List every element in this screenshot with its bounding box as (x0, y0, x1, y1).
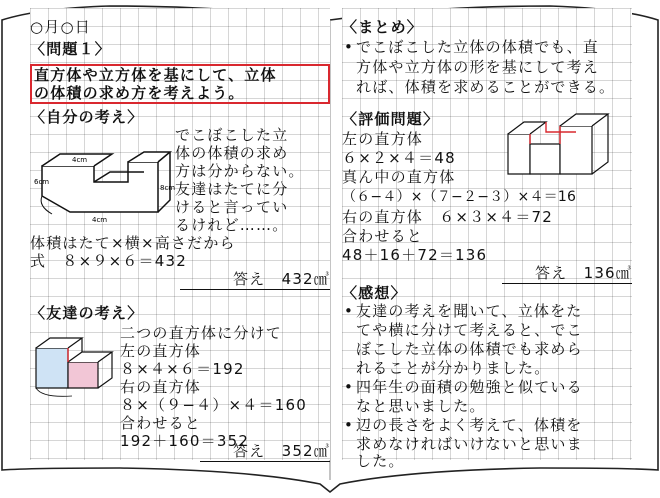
solid-diagram-3 (502, 104, 622, 186)
jibun-text-5: けると言ってい (175, 198, 289, 216)
matome-line-2: 方体や立方体の形を基にして考え (356, 58, 600, 76)
dim-top-label: 4cm (72, 156, 88, 164)
dim-left-label: 6cm (34, 178, 50, 186)
tomodachi-text-6: 合わせると (120, 414, 202, 432)
jibun-text-2: 体の体積の求め (175, 144, 289, 162)
kanso-item-2-line-2: なと思いました。 (356, 397, 486, 415)
bullet: • (343, 416, 355, 434)
solid-diagram-1 (32, 126, 176, 224)
jibun-calc-2: 式 ８×９×６＝432 (30, 252, 187, 270)
kanso-item-2: • 四年生の面積の勉強と似ている (343, 378, 583, 396)
kanso-item-1-line-2: てや横に分けて考えると、でこ (356, 321, 583, 339)
hyoka-heading: 〈評価問題〉 (342, 110, 440, 128)
mondai-line-1: 直方体や立方体を基にして、立体 (34, 66, 277, 84)
jibun-text-1: でこぼこした立 (175, 126, 289, 144)
hyoka-line-6: 合わせると (342, 227, 424, 245)
tomodachi-heading: 〈友達の考え〉 (30, 304, 144, 322)
tomodachi-text-1: 二つの直方体に分けて (120, 324, 283, 342)
tomodachi-text-3: ８×４×６＝192 (120, 360, 245, 378)
jibun-text-6: るけれど……。 (175, 216, 289, 234)
hyoka-answer: 答え 136㎤ (502, 264, 632, 284)
kanso-item-3-line-3: した。 (356, 452, 405, 470)
hyoka-line-2: ６×２×４＝48 (342, 149, 456, 167)
hyoka-line-4: （６−４）×（７−２−３）×４＝16 (342, 189, 577, 205)
bullet: • (343, 378, 355, 396)
hyoka-line-7: 48＋16＋72＝136 (342, 246, 488, 264)
kanso-item-3-line-2: 求めなければいけないと思いま (356, 435, 583, 453)
kanso-item-1-line-3: ぼこした立体の体積でも求めら (356, 340, 583, 358)
kanso-heading: 〈感想〉 (342, 284, 407, 302)
jibun-heading: 〈自分の考え〉 (30, 108, 144, 126)
dim-bottom-label: 4cm (92, 216, 108, 224)
jibun-text-4: 友達はたてに分 (175, 180, 289, 198)
jibun-calc-1: 体積はたて×横×高さだから (30, 234, 236, 252)
tomodachi-answer: 答え 352㎤ (200, 442, 330, 462)
bullet: • (343, 302, 355, 320)
dim-side-label: 8cm (160, 184, 176, 192)
jibun-text-3: 方は分からない。 (175, 162, 305, 180)
tomodachi-text-2: 左の直方体 (120, 342, 202, 360)
date: ○月○日 (30, 18, 91, 36)
mondai-heading: 〈問題１〉 (30, 40, 112, 58)
matome-heading: 〈まとめ〉 (342, 18, 424, 36)
left-page (30, 8, 330, 460)
hyoka-line-5: 右の直方体 ６×３×４＝72 (342, 208, 554, 226)
mondai-line-2: の体積の求め方を考えよう。 (34, 84, 245, 102)
tomodachi-text-4: 右の直方体 (120, 378, 202, 396)
tomodachi-text-5: ８×（９−４）×４＝160 (120, 396, 307, 414)
matome-line-1: • でこぼこした立体の体積でも、直 (343, 38, 600, 56)
tomodachi-text-7: 192＋160＝352 (120, 432, 250, 450)
kanso-item-1: • 友達の考えを聞いて、立体をた (343, 302, 583, 320)
jibun-answer: 答え 432㎤ (180, 270, 330, 290)
solid-diagram-2 (32, 324, 132, 402)
hyoka-line-1: 左の直方体 (342, 130, 424, 148)
bullet: • (343, 38, 355, 56)
kanso-item-1-line-4: れることが分かりました。 (356, 359, 551, 377)
kanso-item-3: • 辺の長さをよく考えて、体積を (343, 416, 583, 434)
hyoka-line-3: 真ん中の直方体 (342, 168, 456, 186)
right-page (342, 8, 632, 470)
matome-line-3: れば、体積を求めることができる。 (356, 78, 616, 96)
